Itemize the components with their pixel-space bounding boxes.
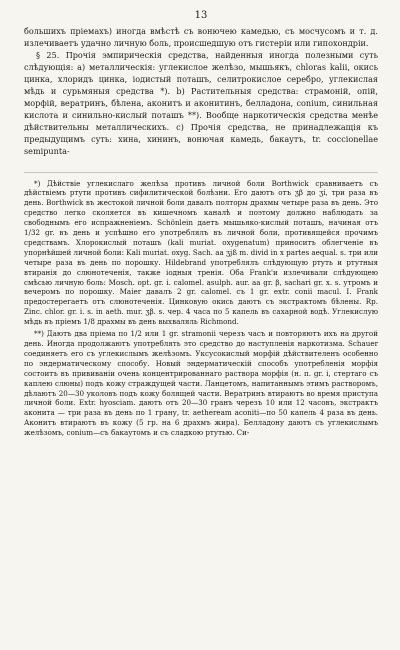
footnote-2: **) Даютъ два пріема по 1/2 или 1 gr. stramonii черезъ часъ и повторяютъ ихъ на другой день. Иногда продолжаютъ употреблять это средство до наступленія наркотизма. Schauer соединяетъ его съ углекислымъ желѣзомъ. Уксусокислый морфій дѣйствителенъ особенно по эндерматическому способу. Новый эндерматическій способъ употребленія морфія состоитъ въ прививаніи очень концентрированнаго раствора морфія (н. п. gr. i, стертаго съ каплею слюны) подъ кожу страждущей части. Ланцетомъ, напитаннымъ этимъ растворомъ, дѣлаютъ 20—30 уколовъ подъ кожу болящей части. Вератринъ втираютъ во время приступа личной боли. Extr. hyoscіam. даютъ отъ 20—30 гранъ черезъ 10 или 12 часовъ, экстрактъ аконита — три раза въ день по 1 грану, tr. aetheream aconiti—по 50 капель 4 раза въ день. Аконитъ втираютъ въ кожу (5 гр. на 6 драхмъ жира). Белладону даютъ съ углекислымъ желѣзомъ, conium—съ бакаутомъ и съ сладкою ртутью. Си- (24, 329, 378, 438)
footnotes (24, 179, 378, 439)
paragraph-continuation: большихъ пріемахъ) иногда вмѣстѣ съ вонючею камедью, съ мосчусомъ и т. д. излечиваетъ удачно личную боль, происшедшую отъ гистеріи или гипохондріи. (24, 26, 378, 49)
footnote-1: *) Дѣйствіе углекислаго желѣза противъ личной боли Borthwick сравниваетъ съ дѣйствіемъ ртути противъ сифилитической болѣзни. Его даютъ отъ ʒβ до ʒi, три раза въ день. Borthwick въ жестокой личной боли давалъ полторы драхмы четыре раза въ день. Это средство легко сколяется въ кишечномъ каналѣ и поэтому должно наблюдать за свободнымъ его испражненіемъ. Schönlein даетъ мышьяко-кислый поташъ, начиная отъ 1/32 gr. въ день и успѣшно его употреблялъ въ личной боли, противящейся прочимъ средствамъ. Хлорокислый поташъ (kali muriat. oxygenatum) приноситъ облегченіе въ упорнѣйшей личной боли: Kali muriat. oxyg. Sach. aa ʒjß m. divid in x partes aequal. s. три или четыре раза въ день по порошку. Hildebrand употреблялъ слѣдующую ртуть и ртутныя втиранія до слюнотеченія, также іодныя тренія. Оба Frank'и излечивали слѣдующею смѣсью личную боль: Mosch. opt. gr. i. calomel. asulph. aur. aa gr. β, sachari gr. x. s. утромъ и вечеромъ по порошку. Maier давалъ 2 gr. calomel. съ 1 gr. extr. conii maсul. I. Frank предостерегаетъ отъ слюнотеченія. Цинковую окись даютъ съ экстрактомъ бѣлены. Rp. Zinc. chlor. gr. i. s. in aeth. mur. ʒβ. s. чер. 4 часа по 5 капель въ сахарной водѣ. Углекислую мѣдь въ пріемъ 1/8 драхмы въ день выхваляль Richmond. (24, 178, 378, 327)
page-number: 13 (194, 10, 208, 21)
main-text (24, 25, 378, 158)
paragraph-section-25: § 25. Прочія эмпирическія средства, найденныя иногда полезными суть слѣдующія: а) металлическія: углекислое желѣзо, мышьякъ, chloras kalii, окись цинка, хлоридъ цинка, іодистый поташъ, селитрокислое серебро, углекислая мѣдь и сурьмяныя средства *). b) Растительныя средства: страмоній, опій, морфій, вератринъ, бѣлена, аконитъ и аконитинъ, белладона, conium, синильная кислота и синильно-кислый поташъ **). Вообще наркотическія средства менѣе дѣйствительны металлическихъ. с) Прочія средства, не принадлежащія къ предыдущимъ суть: хина, хининъ, вонючая камедь, бакаутъ, tr. coccionellae semipunta- (24, 50, 378, 157)
footnote-divider (24, 172, 378, 173)
